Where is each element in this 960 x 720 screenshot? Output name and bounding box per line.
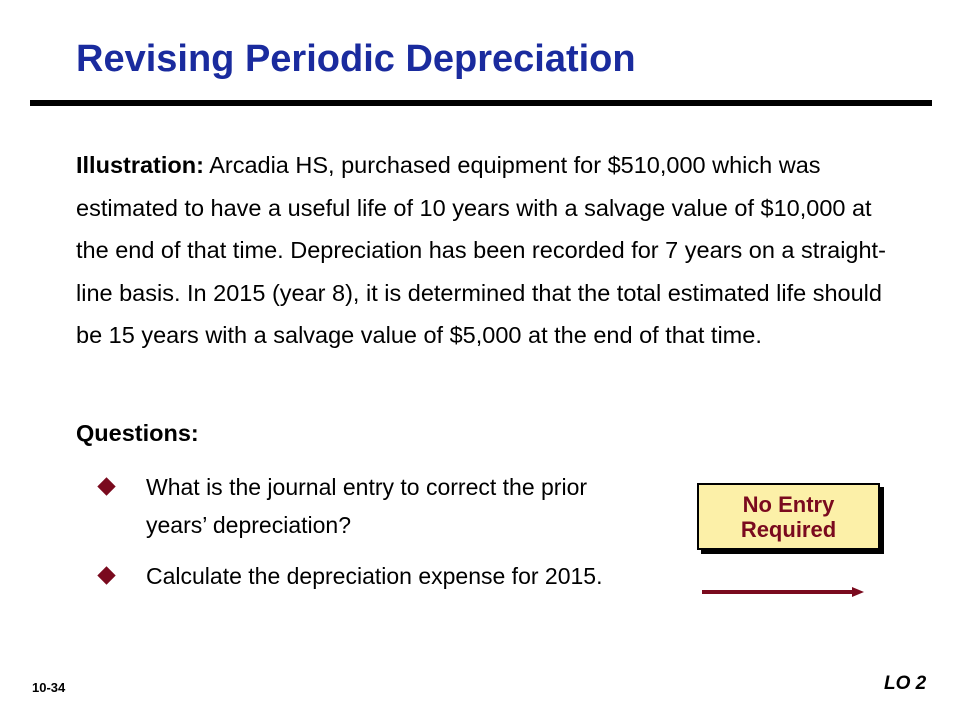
- diamond-bullet-icon: [97, 566, 115, 584]
- illustration-paragraph: [76, 144, 906, 357]
- diamond-bullet-icon: [97, 477, 115, 495]
- answer-box: [697, 483, 880, 550]
- question-item: [100, 557, 620, 595]
- illustration-label: Illustration:: [76, 152, 204, 178]
- title-divider: [30, 100, 932, 106]
- questions-heading: Questions:: [76, 420, 199, 446]
- answer-line-2: Required: [740, 517, 837, 542]
- slide-number: 10-34: [32, 680, 66, 695]
- answer-line-1: No Entry: [742, 492, 835, 517]
- illustration-text: Arcadia HS, purchased equipment for $510,000 which was estimated to have a useful life of 10 years with a salvage value of $10,000 at the end of that time. Depreciation has been recorded for 7 years on a straight-line basis. In 2015 (year 8), it is determined that the total estimated life should be 15 years with a salvage value of $5,000 at the end of that time.: [76, 152, 886, 348]
- learning-objective-label: LO 2: [884, 673, 927, 694]
- arrow-right-icon: [700, 585, 866, 599]
- question-text: Calculate the depreciation expense for 2015.: [146, 563, 603, 589]
- question-item: [100, 468, 620, 544]
- slide-title: Revising Periodic Depreciation: [76, 38, 636, 80]
- question-text: What is the journal entry to correct the prior years’ depreciation?: [146, 474, 588, 538]
